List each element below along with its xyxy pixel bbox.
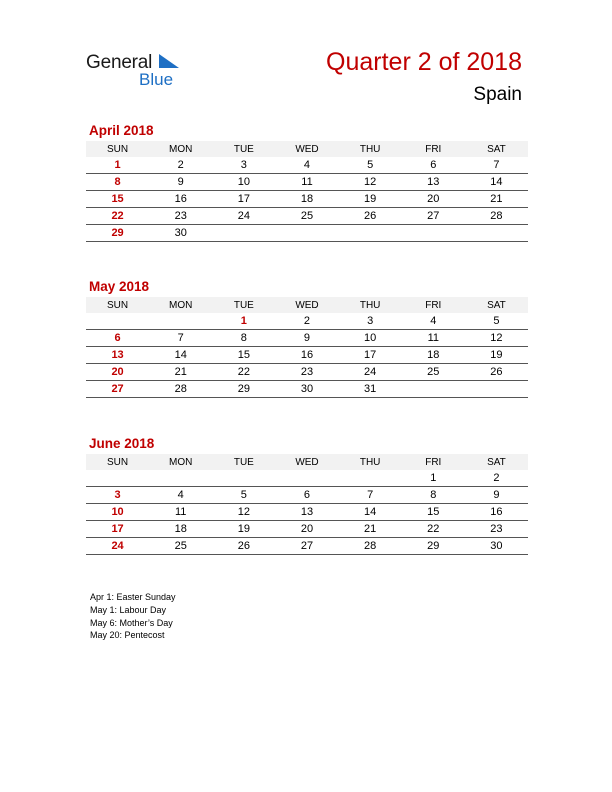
day-cell: 19	[339, 191, 402, 208]
day-cell: 10	[212, 174, 275, 191]
day-cell: 31	[339, 381, 402, 398]
day-cell: 7	[465, 157, 528, 174]
day-cell: 14	[339, 504, 402, 521]
day-cell: 15	[212, 347, 275, 364]
weekday-header: THU	[339, 141, 402, 157]
day-cell: 4	[402, 313, 465, 330]
weekday-header: WED	[275, 141, 338, 157]
weekday-header: FRI	[402, 297, 465, 313]
day-cell: 7	[149, 330, 212, 347]
day-cell: 18	[149, 521, 212, 538]
weekday-header: SAT	[465, 141, 528, 157]
day-cell: 13	[275, 504, 338, 521]
logo-text-general: General	[86, 52, 153, 73]
weekday-header: FRI	[402, 454, 465, 470]
day-cell: 30	[149, 225, 212, 242]
day-cell: 9	[149, 174, 212, 191]
month-calendar-table	[86, 297, 528, 398]
holiday-note: May 6: Mother’s Day	[90, 617, 173, 628]
day-cell: 26	[339, 208, 402, 225]
day-cell: 25	[402, 364, 465, 381]
day-cell: 3	[212, 157, 275, 174]
day-cell: 25	[275, 208, 338, 225]
empty-day-cell	[86, 313, 149, 330]
holiday-notes	[90, 591, 176, 642]
month-block	[86, 278, 528, 398]
day-cell: 11	[275, 174, 338, 191]
day-cell: 6	[86, 330, 149, 347]
day-cell: 9	[275, 330, 338, 347]
day-cell: 25	[149, 538, 212, 555]
week-row	[86, 191, 528, 208]
day-cell: 28	[339, 538, 402, 555]
week-row	[86, 347, 528, 364]
day-cell: 12	[212, 504, 275, 521]
empty-day-cell	[149, 470, 212, 487]
day-cell: 4	[275, 157, 338, 174]
weekday-header: SAT	[465, 454, 528, 470]
day-cell: 15	[402, 504, 465, 521]
day-cell: 26	[212, 538, 275, 555]
empty-day-cell	[402, 381, 465, 398]
empty-day-cell	[402, 225, 465, 242]
weekday-header: TUE	[212, 454, 275, 470]
day-cell: 17	[86, 521, 149, 538]
week-row	[86, 313, 528, 330]
country-label: Spain	[473, 84, 522, 105]
day-cell: 3	[339, 313, 402, 330]
day-cell: 4	[149, 487, 212, 504]
brand-logo	[86, 52, 196, 92]
month-calendar-table	[86, 454, 528, 555]
empty-day-cell	[275, 470, 338, 487]
day-cell: 19	[465, 347, 528, 364]
weekday-header: SAT	[465, 297, 528, 313]
day-cell: 7	[339, 487, 402, 504]
week-row	[86, 504, 528, 521]
weekday-header-row	[86, 297, 528, 313]
day-cell: 1	[402, 470, 465, 487]
week-row	[86, 470, 528, 487]
day-cell: 10	[86, 504, 149, 521]
day-cell: 13	[86, 347, 149, 364]
month-title: June 2018	[89, 436, 155, 451]
week-row	[86, 157, 528, 174]
weekday-header: SUN	[86, 297, 149, 313]
weekday-header: SUN	[86, 141, 149, 157]
month-block	[86, 122, 528, 242]
week-row	[86, 330, 528, 347]
day-cell: 24	[339, 364, 402, 381]
day-cell: 8	[212, 330, 275, 347]
day-cell: 22	[402, 521, 465, 538]
weekday-header: THU	[339, 297, 402, 313]
day-cell: 1	[86, 157, 149, 174]
week-row	[86, 538, 528, 555]
empty-day-cell	[465, 225, 528, 242]
month-block	[86, 435, 528, 555]
empty-day-cell	[86, 470, 149, 487]
day-cell: 8	[86, 174, 149, 191]
day-cell: 20	[86, 364, 149, 381]
day-cell: 11	[402, 330, 465, 347]
day-cell: 22	[86, 208, 149, 225]
day-cell: 18	[275, 191, 338, 208]
empty-day-cell	[212, 470, 275, 487]
day-cell: 21	[149, 364, 212, 381]
week-row	[86, 174, 528, 191]
weekday-header: TUE	[212, 297, 275, 313]
month-title: May 2018	[89, 279, 150, 294]
day-cell: 29	[212, 381, 275, 398]
day-cell: 20	[402, 191, 465, 208]
logo-triangle-icon	[159, 54, 179, 68]
day-cell: 1	[212, 313, 275, 330]
day-cell: 29	[86, 225, 149, 242]
weekday-header: MON	[149, 141, 212, 157]
week-row	[86, 381, 528, 398]
holiday-note: May 1: Labour Day	[90, 604, 167, 615]
day-cell: 27	[86, 381, 149, 398]
day-cell: 2	[149, 157, 212, 174]
day-cell: 17	[212, 191, 275, 208]
day-cell: 19	[212, 521, 275, 538]
day-cell: 11	[149, 504, 212, 521]
day-cell: 12	[339, 174, 402, 191]
day-cell: 28	[149, 381, 212, 398]
holiday-note: May 20: Pentecost	[90, 630, 165, 641]
weekday-header-row	[86, 141, 528, 157]
day-cell: 16	[149, 191, 212, 208]
weekday-header: TUE	[212, 141, 275, 157]
month-title: April 2018	[89, 123, 154, 138]
weekday-header: SUN	[86, 454, 149, 470]
weekday-header-row	[86, 454, 528, 470]
weekday-header: FRI	[402, 141, 465, 157]
empty-day-cell	[339, 225, 402, 242]
day-cell: 3	[86, 487, 149, 504]
holiday-note: Apr 1: Easter Sunday	[90, 592, 176, 602]
empty-day-cell	[149, 313, 212, 330]
weekday-header: THU	[339, 454, 402, 470]
week-row	[86, 487, 528, 504]
day-cell: 17	[339, 347, 402, 364]
day-cell: 23	[149, 208, 212, 225]
weekday-header: MON	[149, 454, 212, 470]
empty-day-cell	[339, 470, 402, 487]
week-row	[86, 521, 528, 538]
day-cell: 23	[465, 521, 528, 538]
empty-day-cell	[465, 381, 528, 398]
day-cell: 24	[212, 208, 275, 225]
day-cell: 6	[402, 157, 465, 174]
day-cell: 12	[465, 330, 528, 347]
day-cell: 30	[465, 538, 528, 555]
day-cell: 15	[86, 191, 149, 208]
weekday-header: MON	[149, 297, 212, 313]
day-cell: 24	[86, 538, 149, 555]
empty-day-cell	[275, 225, 338, 242]
day-cell: 5	[212, 487, 275, 504]
day-cell: 23	[275, 364, 338, 381]
day-cell: 21	[465, 191, 528, 208]
day-cell: 30	[275, 381, 338, 398]
day-cell: 27	[275, 538, 338, 555]
week-row	[86, 208, 528, 225]
day-cell: 20	[275, 521, 338, 538]
day-cell: 13	[402, 174, 465, 191]
day-cell: 18	[402, 347, 465, 364]
day-cell: 21	[339, 521, 402, 538]
day-cell: 22	[212, 364, 275, 381]
day-cell: 27	[402, 208, 465, 225]
weekday-header: WED	[275, 297, 338, 313]
day-cell: 16	[275, 347, 338, 364]
day-cell: 26	[465, 364, 528, 381]
day-cell: 14	[149, 347, 212, 364]
day-cell: 10	[339, 330, 402, 347]
day-cell: 29	[402, 538, 465, 555]
page-title: Quarter 2 of 2018	[326, 48, 522, 76]
day-cell: 5	[339, 157, 402, 174]
day-cell: 8	[402, 487, 465, 504]
day-cell: 14	[465, 174, 528, 191]
day-cell: 9	[465, 487, 528, 504]
day-cell: 2	[465, 470, 528, 487]
day-cell: 6	[275, 487, 338, 504]
day-cell: 5	[465, 313, 528, 330]
empty-day-cell	[212, 225, 275, 242]
week-row	[86, 364, 528, 381]
day-cell: 16	[465, 504, 528, 521]
weekday-header: WED	[275, 454, 338, 470]
month-calendar-table	[86, 141, 528, 242]
week-row	[86, 225, 528, 242]
logo-text-blue: Blue	[139, 70, 174, 89]
day-cell: 2	[275, 313, 338, 330]
day-cell: 28	[465, 208, 528, 225]
